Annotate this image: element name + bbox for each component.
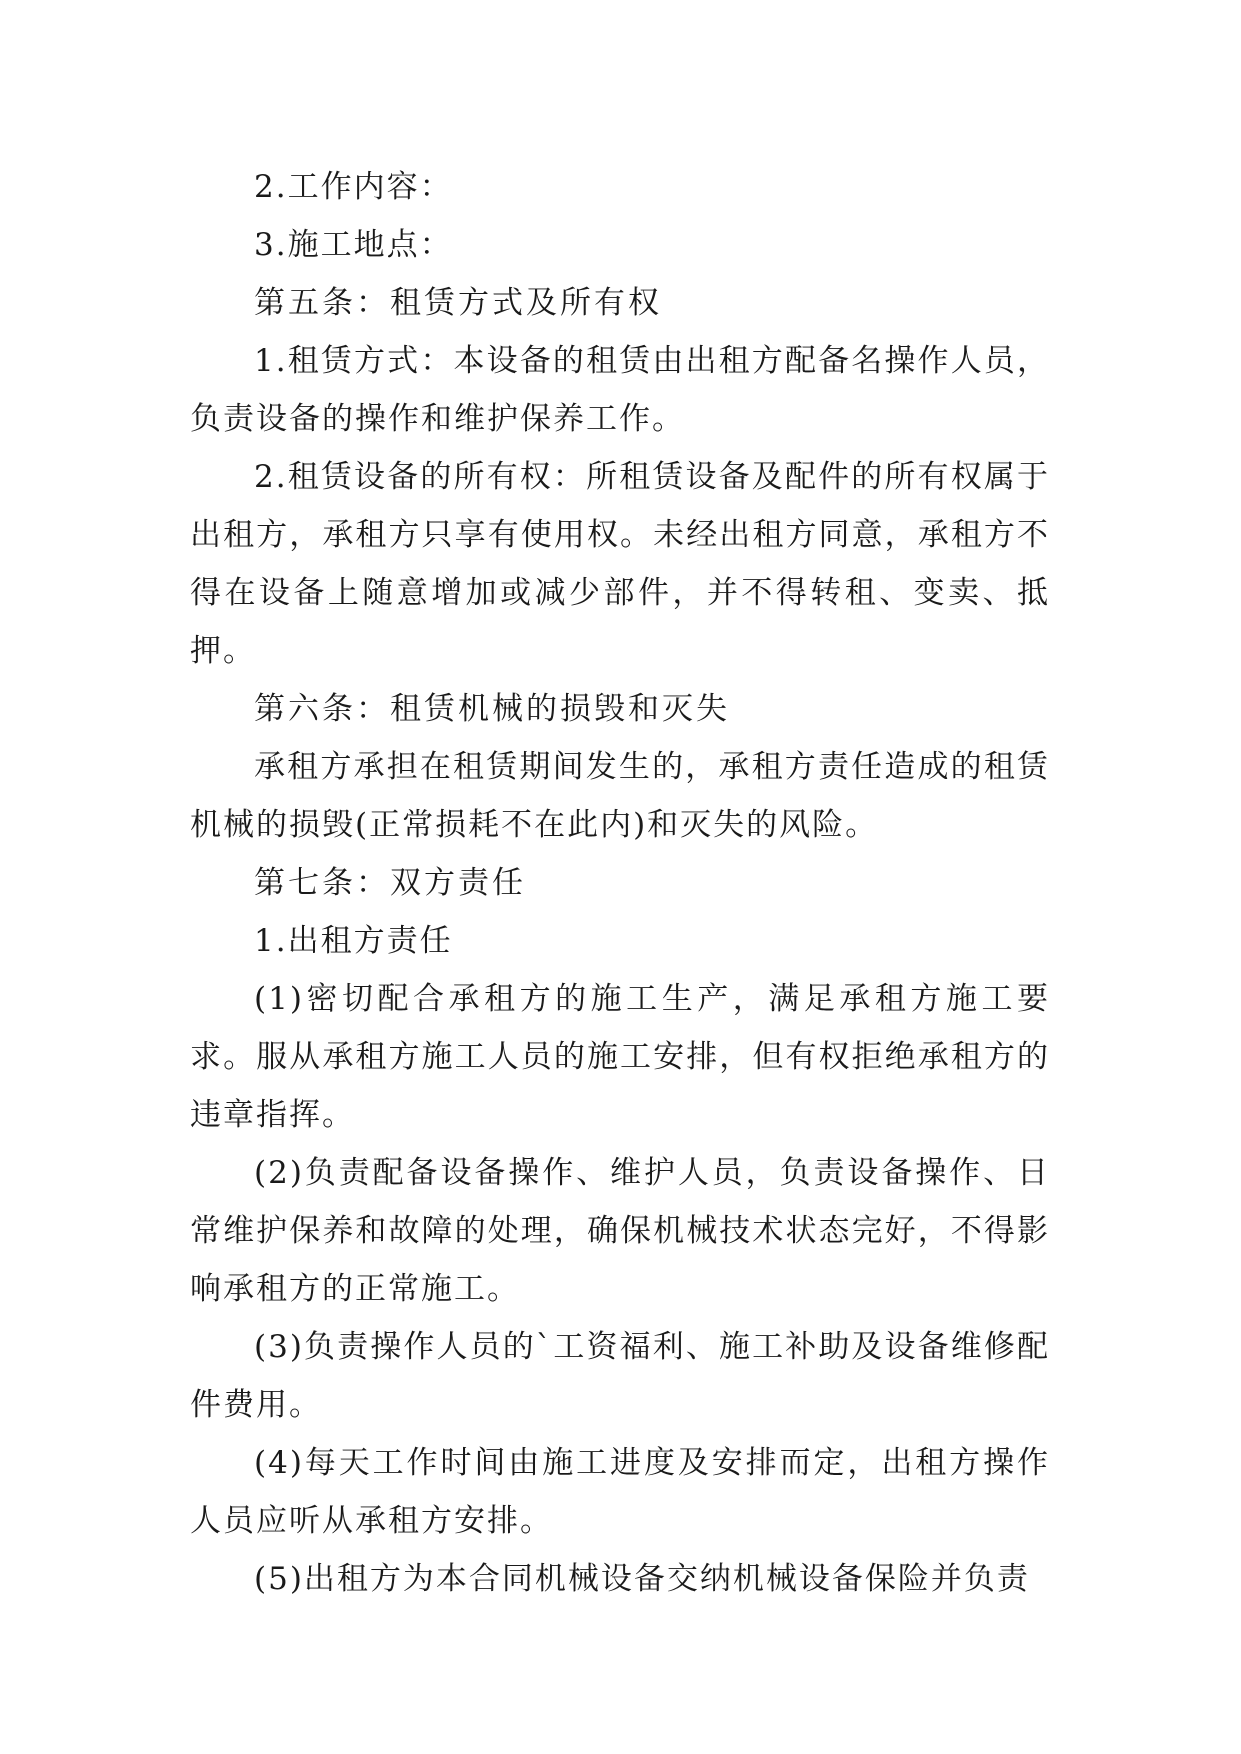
paragraph-duty-2: (2)负责配备设备操作、维护人员，负责设备操作、日常维护保养和故障的处理，确保机械技术状态完好，不得影响承租方的正常施工。	[190, 1155, 1050, 1307]
paragraph-duty-1: (1)密切配合承租方的施工生产，满足承租方施工要求。服从承租方施工人员的施工安排，但有权拒绝承租方的违章指挥。	[190, 981, 1050, 1133]
paragraph-lease-method: 1.租赁方式：本设备的租赁由出租方配备名操作人员，负责设备的操作和维护保养工作。	[190, 343, 1050, 437]
document-body	[190, 158, 1050, 1608]
article-6-heading: 第六条：租赁机械的损毁和灭失	[254, 691, 730, 727]
paragraph-work-location: 3.施工地点：	[254, 227, 453, 263]
paragraph-duty-4: (4)每天工作时间由施工进度及安排而定，出租方操作人员应听从承租方安排。	[190, 1445, 1050, 1539]
paragraph-work-content: 2.工作内容：	[254, 169, 453, 205]
paragraph-lessor-duties-title: 1.出租方责任	[254, 923, 453, 959]
article-7-heading: 第七条：双方责任	[254, 865, 526, 901]
paragraph-duty-5: (5)出租方为本合同机械设备交纳机械设备保险并负责	[254, 1561, 1030, 1597]
paragraph-duty-3: (3)负责操作人员的`工资福利、施工补助及设备维修配件费用。	[190, 1329, 1050, 1423]
article-5-heading: 第五条：租赁方式及所有权	[254, 285, 662, 321]
paragraph-damage-risk: 承租方承担在租赁期间发生的，承租方责任造成的租赁机械的损毁(正常损耗不在此内)和灭失的风险。	[190, 749, 1050, 843]
paragraph-ownership: 2.租赁设备的所有权：所租赁设备及配件的所有权属于出租方，承租方只享有使用权。未经出租方同意，承租方不得在设备上随意增加或减少部件，并不得转租、变卖、抵押。	[190, 459, 1050, 669]
